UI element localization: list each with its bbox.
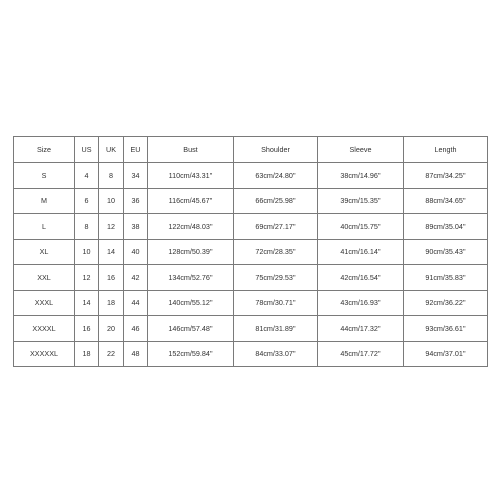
cell-eu: 46 (124, 316, 148, 342)
cell-sleeve: 39cm/15.35'' (318, 188, 404, 214)
header-bust: Bust (148, 137, 234, 163)
header-uk: UK (99, 137, 124, 163)
cell-sleeve: 38cm/14.96'' (318, 163, 404, 189)
cell-uk: 20 (99, 316, 124, 342)
cell-us: 8 (75, 214, 99, 240)
cell-eu: 48 (124, 341, 148, 367)
cell-sleeve: 42cm/16.54'' (318, 265, 404, 291)
cell-shoulder: 69cm/27.17'' (234, 214, 318, 240)
cell-shoulder: 81cm/31.89'' (234, 316, 318, 342)
header-row (14, 137, 488, 163)
cell-sleeve: 41cm/16.14'' (318, 239, 404, 265)
cell-us: 10 (75, 239, 99, 265)
cell-us: 4 (75, 163, 99, 189)
cell-length: 93cm/36.61'' (404, 316, 488, 342)
cell-length: 88cm/34.65'' (404, 188, 488, 214)
cell-us: 6 (75, 188, 99, 214)
table-row (14, 239, 488, 265)
cell-bust: 140cm/55.12'' (148, 290, 234, 316)
cell-uk: 14 (99, 239, 124, 265)
cell-size: XXXXL (14, 316, 75, 342)
cell-us: 16 (75, 316, 99, 342)
cell-eu: 40 (124, 239, 148, 265)
table-row (14, 163, 488, 189)
cell-bust: 152cm/59.84'' (148, 341, 234, 367)
table-row (14, 214, 488, 240)
cell-eu: 34 (124, 163, 148, 189)
header-shoulder: Shoulder (234, 137, 318, 163)
cell-eu: 36 (124, 188, 148, 214)
cell-length: 94cm/37.01'' (404, 341, 488, 367)
cell-eu: 38 (124, 214, 148, 240)
table-body (14, 163, 488, 367)
cell-size: XXL (14, 265, 75, 291)
cell-bust: 146cm/57.48'' (148, 316, 234, 342)
cell-shoulder: 63cm/24.80'' (234, 163, 318, 189)
cell-shoulder: 75cm/29.53'' (234, 265, 318, 291)
header-length: Length (404, 137, 488, 163)
cell-sleeve: 45cm/17.72'' (318, 341, 404, 367)
cell-shoulder: 66cm/25.98'' (234, 188, 318, 214)
cell-us: 14 (75, 290, 99, 316)
header-sleeve: Sleeve (318, 137, 404, 163)
cell-size: M (14, 188, 75, 214)
table-row (14, 188, 488, 214)
cell-length: 87cm/34.25'' (404, 163, 488, 189)
cell-size: XL (14, 239, 75, 265)
table-row (14, 341, 488, 367)
cell-length: 91cm/35.83'' (404, 265, 488, 291)
cell-shoulder: 78cm/30.71'' (234, 290, 318, 316)
cell-uk: 12 (99, 214, 124, 240)
cell-bust: 116cm/45.67'' (148, 188, 234, 214)
cell-bust: 134cm/52.76'' (148, 265, 234, 291)
cell-sleeve: 43cm/16.93'' (318, 290, 404, 316)
cell-uk: 18 (99, 290, 124, 316)
cell-sleeve: 40cm/15.75'' (318, 214, 404, 240)
cell-eu: 42 (124, 265, 148, 291)
cell-us: 12 (75, 265, 99, 291)
cell-size: L (14, 214, 75, 240)
cell-bust: 122cm/48.03'' (148, 214, 234, 240)
cell-size: XXXL (14, 290, 75, 316)
cell-sleeve: 44cm/17.32'' (318, 316, 404, 342)
cell-uk: 16 (99, 265, 124, 291)
cell-length: 89cm/35.04'' (404, 214, 488, 240)
cell-uk: 10 (99, 188, 124, 214)
cell-uk: 22 (99, 341, 124, 367)
header-eu: EU (124, 137, 148, 163)
cell-bust: 128cm/50.39'' (148, 239, 234, 265)
header-size: Size (14, 137, 75, 163)
size-chart-table (13, 136, 488, 367)
cell-length: 92cm/36.22'' (404, 290, 488, 316)
cell-size: XXXXXL (14, 341, 75, 367)
cell-shoulder: 84cm/33.07'' (234, 341, 318, 367)
cell-eu: 44 (124, 290, 148, 316)
table-row (14, 316, 488, 342)
table-row (14, 290, 488, 316)
cell-size: S (14, 163, 75, 189)
table-row (14, 265, 488, 291)
cell-uk: 8 (99, 163, 124, 189)
table-header (14, 137, 488, 163)
header-us: US (75, 137, 99, 163)
cell-us: 18 (75, 341, 99, 367)
cell-bust: 110cm/43.31'' (148, 163, 234, 189)
cell-length: 90cm/35.43'' (404, 239, 488, 265)
cell-shoulder: 72cm/28.35'' (234, 239, 318, 265)
